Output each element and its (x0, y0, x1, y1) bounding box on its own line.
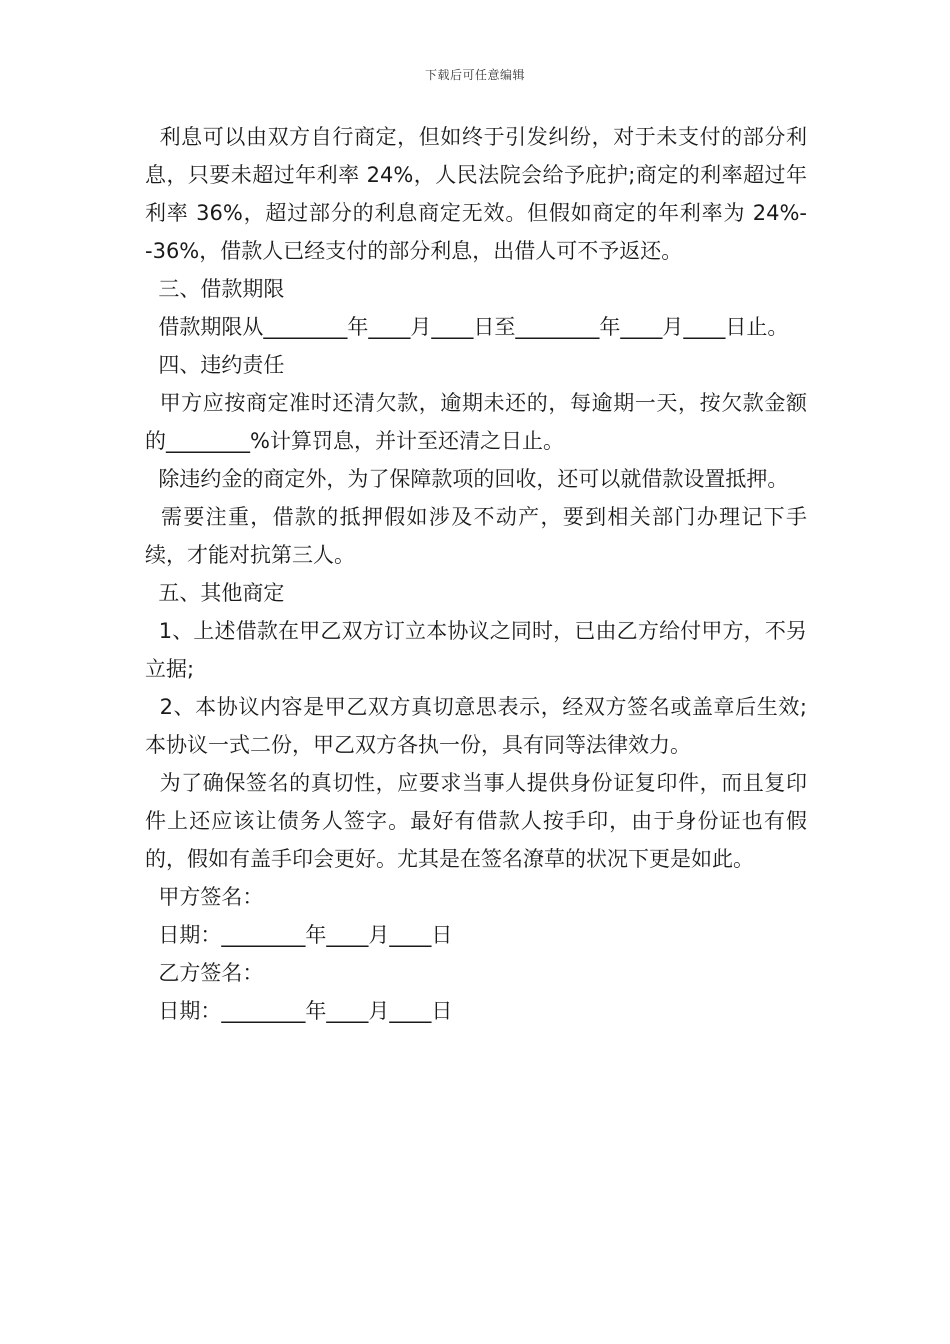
paragraph-interest-terms: 利息可以由双方自行商定，但如终于引发纠纷，对于未支付的部分利息，只要未超过年利率 24%，人民法院会给予庇护;商定的利率超过年利率 36%，超过部分的利息商定无效。但假如商定的年利率为 24%--36%，借款人已经支付的部分利息，出借人可不予返还。 (145, 125, 807, 263)
document-body (145, 118, 807, 1030)
paragraph-clause-2: 2、本协议内容是甲乙双方真切意思表示，经双方签名或盖章后生效;本协议一式二份，甲乙双方各执一份，具有同等法律效力。 (145, 695, 807, 757)
party-b-date-line: 日期：________年____月____日 (145, 999, 453, 1023)
party-a-date-line: 日期：________年____月____日 (145, 923, 453, 947)
paragraph-mortgage: 除违约金的商定外，为了保障款项的回收，还可以就借款设置抵押。 (145, 467, 789, 491)
party-b-signature-label: 乙方签名： (145, 961, 264, 985)
section-heading-loan-term: 三、借款期限 (145, 277, 285, 301)
page-header: 下载后可任意编辑 (424, 68, 525, 82)
paragraph-signature-note: 为了确保签名的真切性，应要求当事人提供身份证复印件，而且复印件上还应该让债务人签字。最好有借款人按手印，由于身份证也有假的，假如有盖手印会更好。尤其是在签名潦草的状况下更是如此。 (145, 771, 807, 871)
paragraph-penalty: 甲方应按商定准时还清欠款，逾期未还的，每逾期一天，按欠款金额的________%计算罚息，并计至还清之日止。 (145, 391, 807, 453)
paragraph-loan-term: 借款期限从________年____月____日至________年____月____日止。 (145, 315, 789, 339)
paragraph-clause-1: 1、上述借款在甲乙双方订立本协议之同时，已由乙方给付甲方，不另立据; (145, 619, 807, 681)
section-heading-breach: 四、违约责任 (145, 353, 285, 377)
party-a-signature-label: 甲方签名： (145, 885, 264, 909)
section-heading-other: 五、其他商定 (145, 581, 285, 605)
paragraph-mortgage-note: 需要注重，借款的抵押假如涉及不动产，要到相关部门办理记下手续，才能对抗第三人。 (145, 505, 807, 567)
